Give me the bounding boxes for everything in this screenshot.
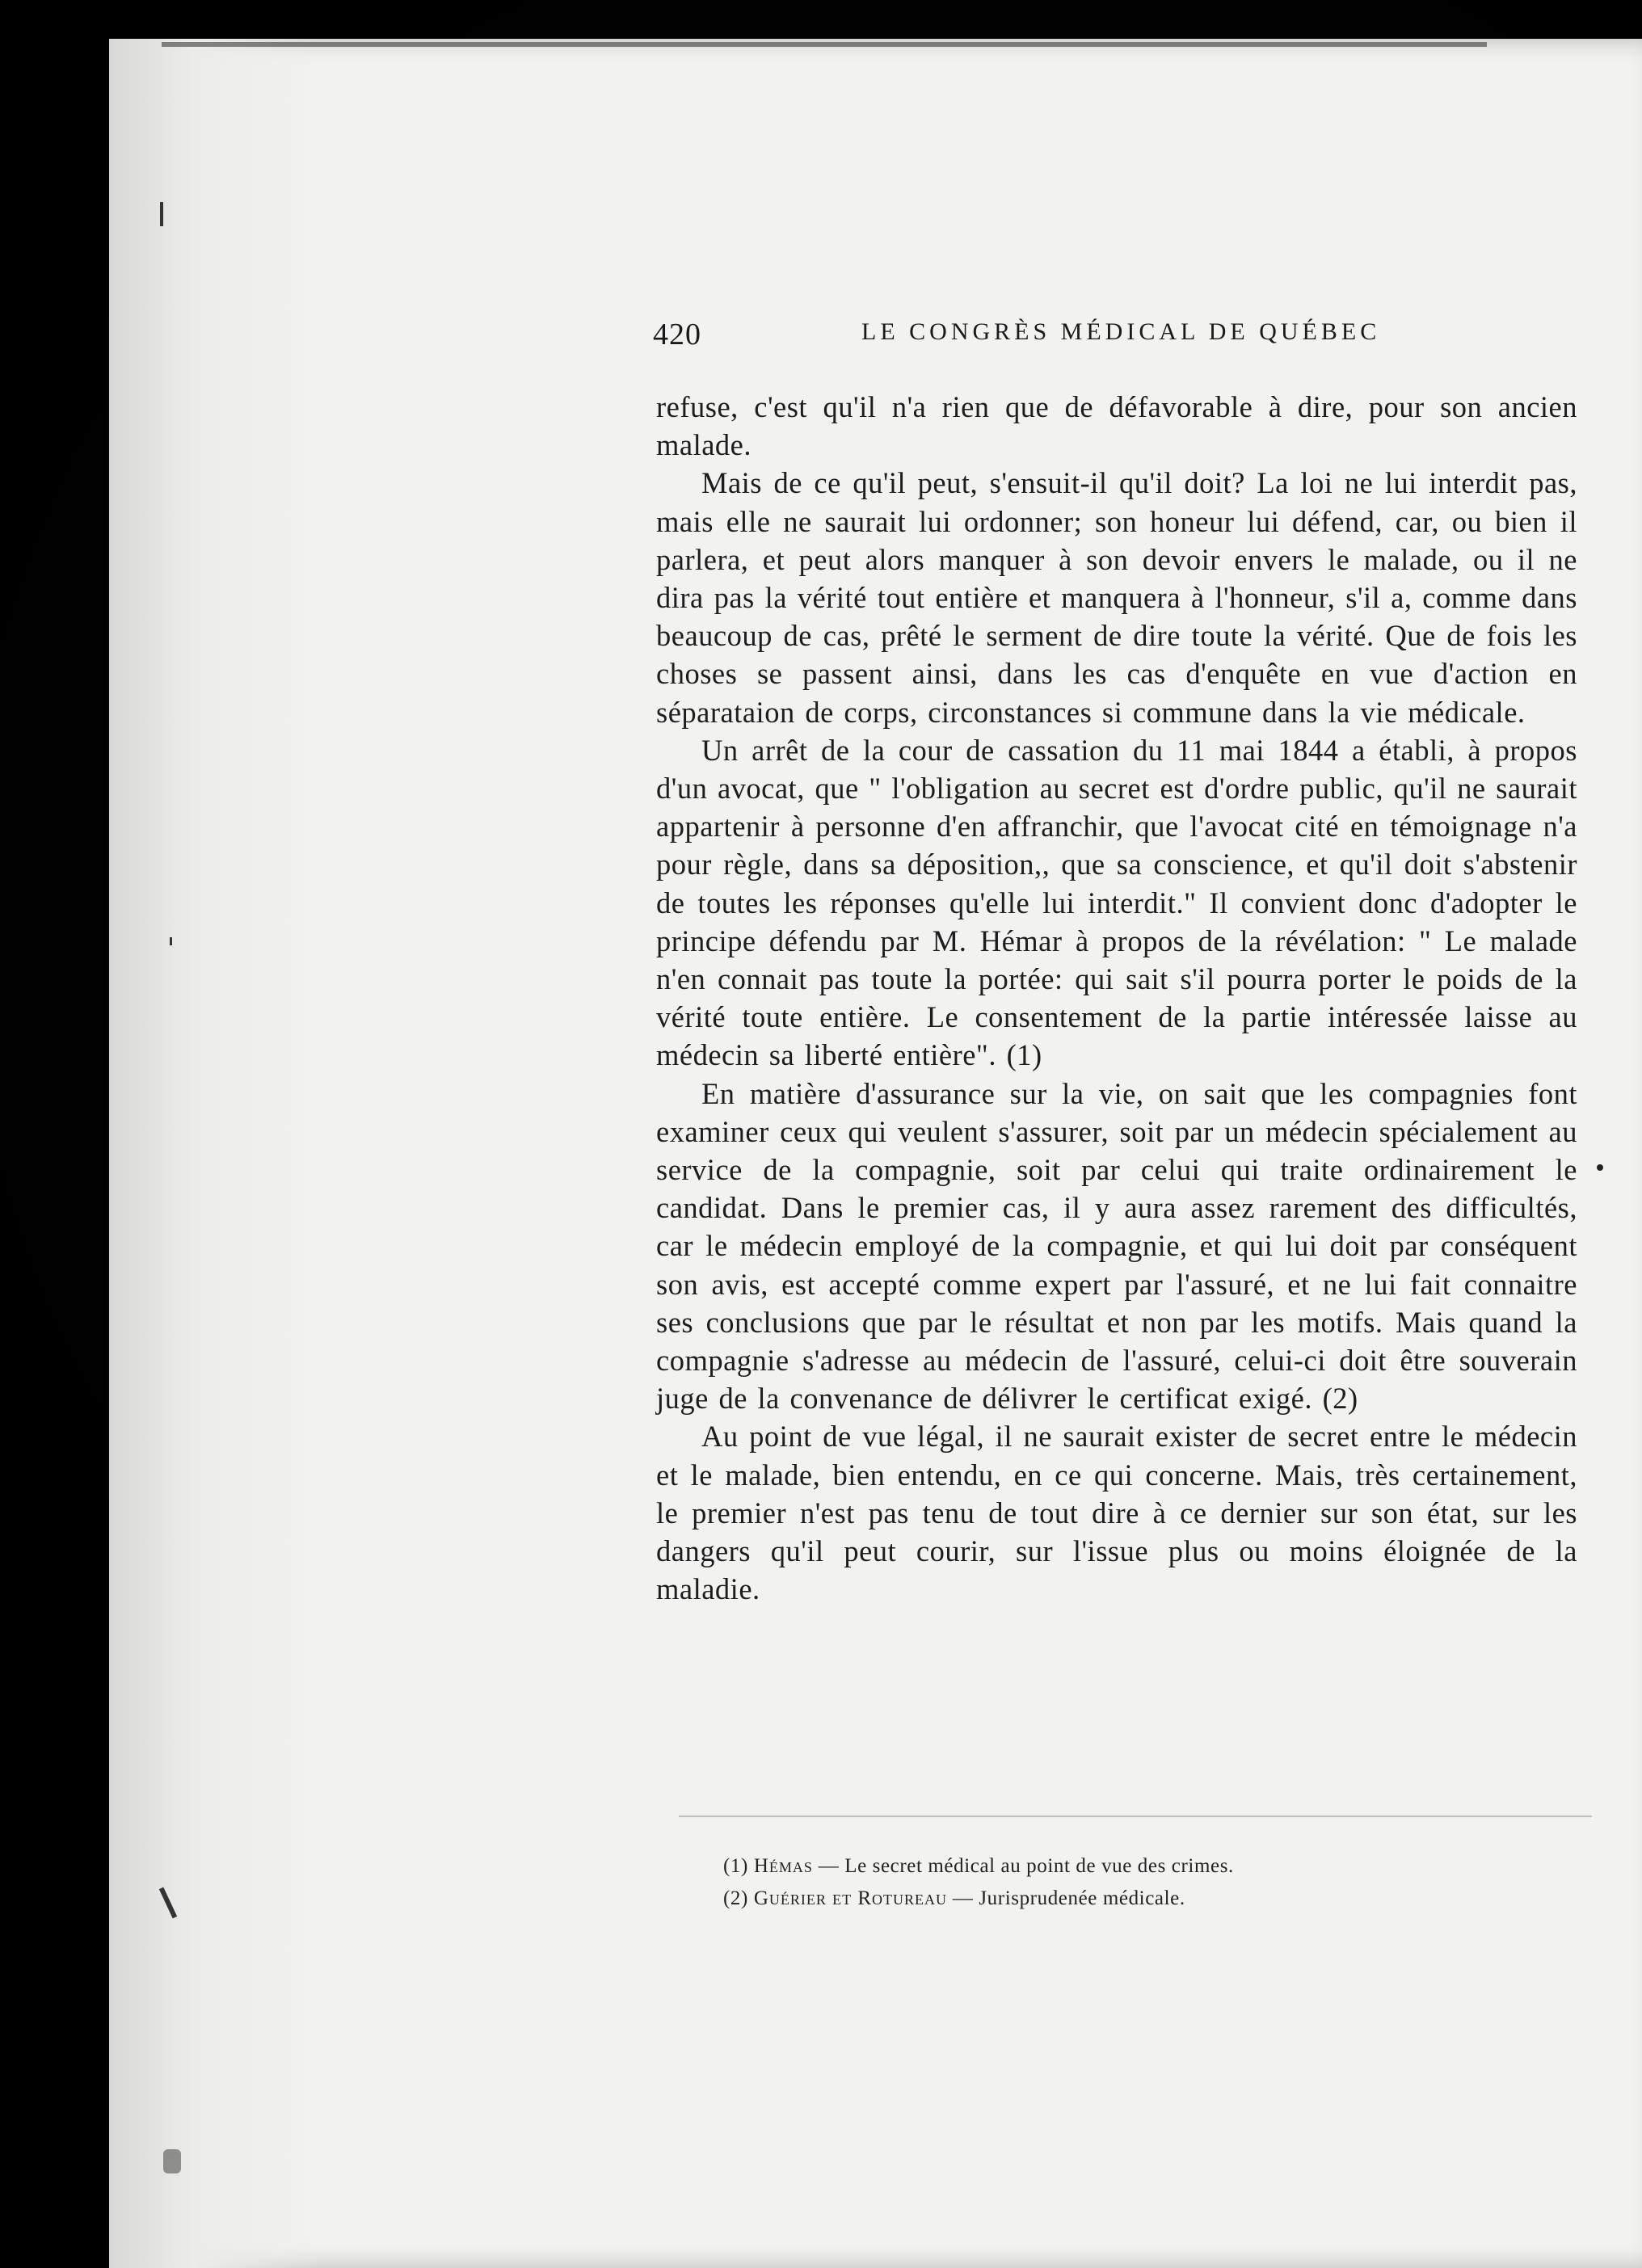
page-header [653, 313, 1582, 362]
running-title: LE CONGRÈS MÉDICAL DE QUÉBEC [861, 318, 1381, 345]
paragraph-5: Au point de vue légal, il ne saurait exister de secret entre le médecin et le malade, bien entendu, en ce qui concerne. Mais, très certainement, le premier n'est pas tenu de tout dire à ce dernier sur son état, sur les dangers qu'il peut courir, sur l'issue plus ou moins éloignée de la maladie. [656, 1420, 1577, 1606]
scan-speck [160, 202, 163, 226]
footnote-author: Guérier et Rotureau [753, 1887, 948, 1909]
paragraph-4: En matière d'assurance sur la vie, on sait que les compagnies font examiner ceux qui veulent s'assurer, soit par un médecin spécialement au service de la compagnie, soit par celui qui traite ordinairement le candidat. Dans le premier cas, il y aura assez rarement des difficultés, car le médecin employé de la compagnie, et qui lui doit par conséquent son avis, est accepté comme expert par l'assuré, et ne lui fait connaitre ses conclusions que par le résultat et non par les motifs. Mais quand la compagnie s'adresse au médecin de l'assuré, celui-ci doit être souverain juge de la convenance de délivrer le certificat exigé. (2) [656, 1076, 1577, 1416]
page-number: 420 [653, 318, 701, 351]
footnote-marker: (1) [723, 1855, 748, 1877]
body-text [656, 388, 1577, 1609]
paragraph-2: Mais de ce qu'il peut, s'ensuit-il qu'il doit? La loi ne lui interdit pas, mais elle ne saurait lui ordonner; son honeur lui défend, car, ou bien il parlera, et peut alors manquer à son devoir envers le malade, ou il ne dira pas la vérité tout entière et manquera à l'honneur, s'il a, comme dans beaucoup de cas, prêté le serment de dire toute la vérité. Que de fois les choses se passent ainsi, dans les cas d'enquête en vue d'action en séparataion de corps, circonstances si commune dans la vie médicale. [656, 466, 1577, 729]
page-gutter-shadow [109, 39, 319, 2268]
footnote-marker: (2) [723, 1887, 748, 1909]
footnote-author: Hémas [753, 1855, 813, 1877]
scan-speck [170, 937, 172, 945]
footnote-text: — Jurisprudenée médicale. [952, 1887, 1185, 1909]
paragraph-1: refuse, c'est qu'il n'a rien que de défavorable à dire, pour son ancien malade. [656, 390, 1577, 462]
scan-dot [1597, 1164, 1603, 1171]
page-top-edge [162, 42, 1487, 47]
footnote-1 [723, 1850, 1612, 1883]
footnote-2 [723, 1883, 1612, 1915]
footnote-text: — Le secret médical au point de vue des crimes. [818, 1855, 1234, 1877]
scan-speck [163, 2149, 181, 2173]
footnote-divider [679, 1816, 1592, 1817]
paragraph-3: Un arrêt de la cour de cassation du 11 mai 1844 a établi, à propos d'un avocat, que " l'obligation au secret est d'ordre public, qu'il ne saurait appartenir à personne d'en affranchir, que l'avocat cité en témoignage n'a pour règle, dans sa déposition,, que sa conscience, et qu'il doit s'abstenir de toutes les réponses qu'elle lui interdit." Il convient donc d'adopter le principe défendu par M. Hémar à propos de la révélation: " Le malade n'en connait pas toute la portée: qui sait s'il pourra porter le poids de la vérité toute entière. Le consentement de la partie intéressée laisse au médecin sa liberté entière". (1) [656, 733, 1577, 1072]
footnotes [723, 1850, 1612, 1915]
